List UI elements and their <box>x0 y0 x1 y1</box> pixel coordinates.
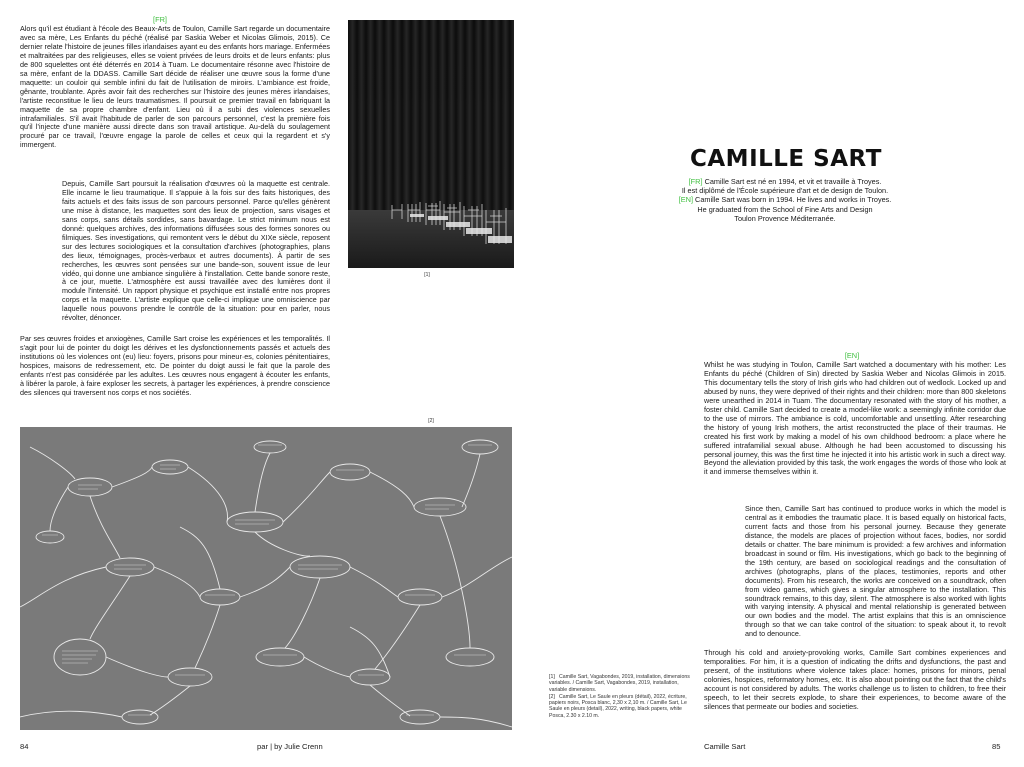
installation-photo <box>348 20 514 268</box>
caption-2-text: Camille Sart, Le Saule en pleurs (détail), 2022, écriture, papiers noirs, Posca blanc, 2,30 x 2,10 m. / Camille Sart, Le Saule en pleurs (detail), 2022, writing, black papers, white Posca, 2.30 x 2.10 m. <box>549 693 687 719</box>
artist-name-title: CAMILLE SART <box>690 146 882 172</box>
fr-paragraph-2: Depuis, Camille Sart poursuit la réalisation d'œuvres où la maquette est centrale. Elle incarne le lieu traumatique. Il s'appuie à la fois sur des faits historiques, des faits actuels et des faits issus de son parcours personnel. Parce qu'elles génèrent une mise à distance, les maquettes sont des lieux de projection, sans visages et sans corps, sans détails sordides, sans bavardage. Le strict minimum nous est donné: quelques archives, des informations diffusées sous des formes sonores ou filmiques. Ses investigations, qui remontent vers le début du XIXe siècle, reposent sur des lectures sociologiques et la consultation d'archives (photographies, plans des lieux, témoignages, procès-verbaux et autres documents). À partir de ses recherches, les œuvres sont pensées sur une bande-son, souvent issue de leur vidéo, qui donne une ambiance singulière à l'installation. Cette bande sonore reste, à ce jour, muette. L'atmosphère est aussi travaillée avec des lumières dont il module l'intensité. Un rapport physique et psychique est installé entre nos propres corps et la maquette. L'artiste explique que celle-ci implique une omniscience par laquelle nous pouvons prendre le contrôle de la situation: pour en parler, nous révolter, dénoncer. <box>62 179 330 323</box>
bio-en-line-2: He graduated from the School of Fine Arts and Design <box>697 204 873 214</box>
en-paragraph-3: Through his cold and anxiety-provoking works, Camille Sart combines experiences and temporalities. For him, it is a question of indicating the drifts and dysfunctions, the past and present, of the institutions where violence takes place: homes, prisons for minors, penal colonies, hospices, reformatory homes, etc. It is also about pointing out the fact that the child's account is not considered by adults. The works challenge us to listen to children, to free their speech, to let their secrets explode, to share their experiences, to become aware of the silences that permeate our bodies and societies. <box>704 648 1006 711</box>
caption-1-text: Camille Sart, Vagabondes, 2019, installation, dimensions variables. / Camille Sart, Vagabondes, 2019, installation, variable dimensions. <box>549 674 690 693</box>
artist-bio <box>630 177 940 223</box>
figure-2-label: [2] <box>428 418 434 424</box>
bio-fr-line-2: Il est diplômé de l'École supérieure d'art et de design de Toulon. <box>681 186 889 196</box>
fr-paragraph-3: Par ses œuvres froides et anxiogènes, Camille Sart croise les expériences et les temporalités. Il s'agit pour lui de pointer du doigt les dérives et les dysfonctionnements passés et actuels des institutions où les violences ont (eu) lieu: foyers, prisons pour mineur·es, colonies pénitentiaires, hospices, maisons de redressement, etc. De pointer du doigt aussi le fait que la parole des enfants n'est pas considérée par les adultes. Les œuvres nous engagent à écouter les enfants, à libérer la parole, à faire exploser les secrets, à partager les expériences, à prendre conscience des silences qui traversent nos corps et nos sociétés. <box>20 334 330 397</box>
figure-captions <box>549 674 694 720</box>
bio-en-line-3: Toulon Provence Méditerranée. <box>734 213 836 223</box>
installation-photo-graphic <box>348 20 514 268</box>
en-paragraph-1: Whilst he was studying in Toulon, Camille Sart watched a documentary with his mother: Les Enfants du péché (Children of Sin) directed by Saskia Weber and Nicolas Glimois in 2015. This documentary tells the story of Irish girls who had children out of wedlock. Locked up and abused by nuns, they were deprived of their rights and their children: more than 800 skeletons were unearthed in 2014 in Tuam. The documentary resonated with the story of his mother, a foster child. Camille Sart decided to create a model-like work: a seemingly infinite corridor due to the use of mirrors. The ambiance is cold, uncomfortable and unsettling. After researching the history of young Irish mothers, the artist reconstructed the place of their traumas. He created his first work by making a model of his own childhood bedroom: a place where he suffered intrafamilial sexual abuse. Although he had been accustomed to discussing his personal journey, this was the first time he injected it into his artistic work in such a direct way. Beyond the alleviation provided by this task, the work engages the words of those who look at it and immerse themselves within it. <box>704 360 1006 477</box>
bio-fr-line-1: [FR] Camille Sart est né en 1994, et vit et travaille à Troyes. <box>688 177 882 186</box>
page-number-left: 84 <box>20 742 29 751</box>
en-paragraph-2: Since then, Camille Sart has continued to produce works in which the model is central as it embodies the traumatic place. It is based equally on historical facts, current facts and those from his personal journey. Because they generate distance, the models are places of projection without faces, bodies, nor sordid details or chatter. The bare minimum is provided: a few archives and information broadcast in sound or film. His investigations, which go back to the beginning of the 19th century, are based on sociological readings and the consultation of archives (photographs, plans of the places, testimonies, reports and other documents). From his research, the works are conceived on a soundtrack, often from video games, which gives a singular atmosphere to the installation. This soundtrack remains, to this day, silent. The atmosphere is also worked with lights with varying intensity. A physical and mental relationship is generated between our own bodies and the model. The artist explains that this is an omniscience through so that we can take control of the situation: to speak about it, to revolt and to denounce. <box>745 504 1006 639</box>
caption-2-number: [2] <box>549 693 555 700</box>
figure-1-label: [1] <box>424 272 430 278</box>
fr-paragraph-1: Alors qu'il est étudiant à l'école des Beaux-Arts de Toulon, Camille Sart regarde un documentaire avec sa mère, Les Enfants du péché (réalisé par Saskia Weber et Nicolas Glimois, 2015). Ce dernier relate l'histoire de jeunes filles irlandaises ayant eu des enfants hors mariage. Enfermées et maltraitées par des religieuses, elles se voient privées de leurs droits et de leurs enfants: plus de 800 squelettes ont été déterrés en 2014 à Tuam. Le documentaire résonne avec l'histoire de sa mère, enfant de la DDASS. Camille Sart décide de réaliser une œuvre sous la forme d'une maquette: un couloir qui semble infini du fait de l'utilisation de miroirs. L'ambiance est froide, gênante, troublante. Après avoir fait des recherches sur l'histoire des jeunes mères irlandaises, l'artiste reconstitue le lieu de leurs traumatismes. Il poursuit ce premier travail en fabriquant la maquette de sa propre chambre d'enfant. Lieu où il a subi des violences sexuelles intrafamiliales. S'il avait l'habitude de parler de son parcours personnel, c'est la première fois qu'il l'injecte d'une manière aussi directe dans son travail artistique. Au-delà du soulagement procuré par ce travail, l'œuvre engage la parole de celles et ceux qui la regardent et s'y immergent. <box>20 24 330 150</box>
caption-2 <box>549 694 694 719</box>
bio-en-tag: [EN] <box>678 195 694 205</box>
page-number-right: 85 <box>992 742 1001 751</box>
mind-map-graphic <box>20 427 512 730</box>
caption-1 <box>549 674 694 693</box>
lang-tag-en: [EN] <box>844 351 860 360</box>
running-title: Camille Sart <box>704 742 746 751</box>
caption-1-number: [1] <box>549 674 555 680</box>
mind-map-drawing <box>20 427 512 730</box>
bio-en-line-1: [EN] Camille Sart was born in 1994. He lives and works in Troyes. <box>678 195 892 205</box>
lang-tag-fr: [FR] <box>153 15 167 24</box>
bio-fr-tag: [FR] <box>688 177 703 186</box>
author-credit: par | by Julie Crenn <box>257 742 323 751</box>
